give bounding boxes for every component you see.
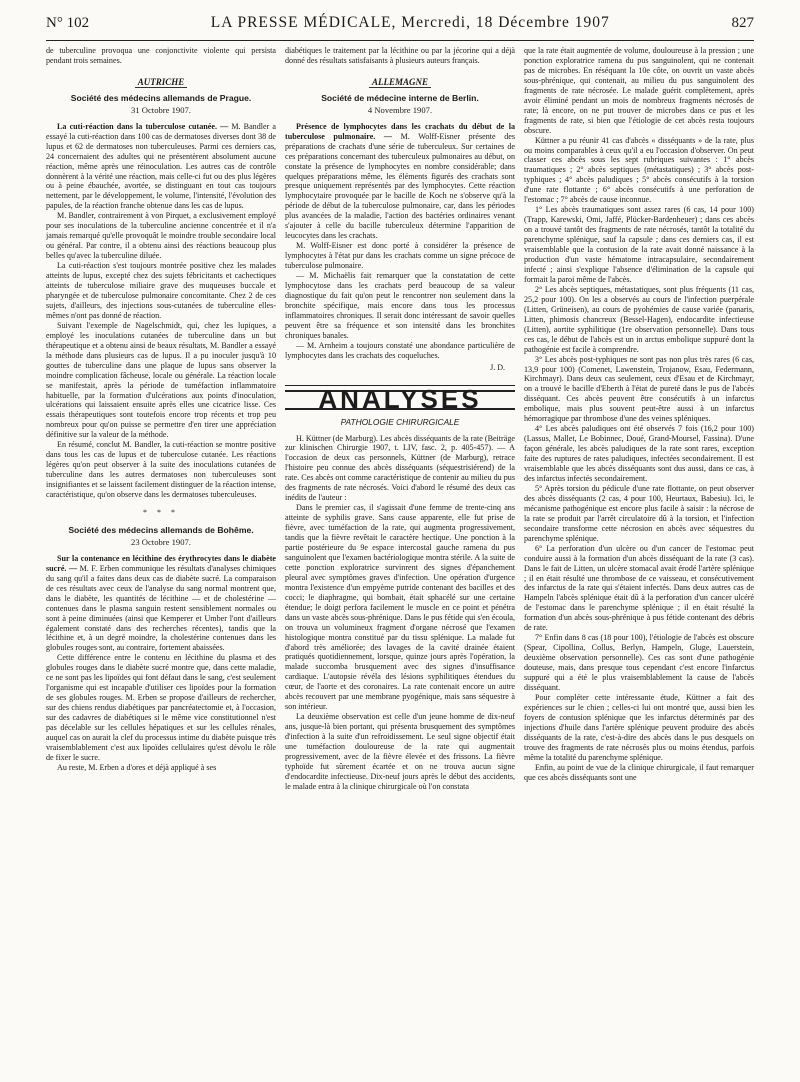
paragraph: La cuti-réaction s'est toujours montrée positive chez les malades atteints de lupus, excepté chez des sujets fébricitants et cachectiques atteints de tuberculose miliaire grave des muqueuses buccale et pharyngée et de tuberculose pulmonaire concomitante. Chez 2 de ces sujets, d'ailleurs, des injections sous-cutanées de tuberculine elles-mêmes n'ont pas donné de réaction. [46, 261, 276, 320]
paragraph: diabétiques le traitement par la lécithine ou par la jécorine qui a déjà donné des résultats satisfaisants à plusieurs auteurs français. [285, 46, 515, 65]
paragraph-title: Sur la contenance en lécithine des érythrocytes dans le diabète sucré. — [46, 553, 276, 573]
session-date: 4 Novembre 1907. [367, 104, 433, 115]
paragraph: 4° Les abcès paludiques ont été observés 7 fois (16,2 pour 100) (Lassus, Mallet, Le Bobinnec, Doué, Grand-Moursel, Fassina). D'une façon générale, les abcès paludiques de la rate sont rares, exception faite des ruptures de rates paludiques, infectées secondairement. Il est vraisemblable que les abcès disséquants sont dus aussi, dans ce cas, à des infarctus infectés secondairement. [524, 424, 754, 483]
subsection-heading: PATHOLOGIE CHIRURGICALE [340, 416, 460, 427]
separator-stars: * * * [143, 507, 179, 517]
paragraph: En résumé, conclut M. Bandler, la cuti-réaction se montre positive dans tous les cas de lupus et de tuberculose cutanée. Les réactions légères qu'on peut observer à la suite des inoculations cutanées de tuberculine dans les autres dermatoses non tuberculeuses sont insignifiantes et se laissent facilement distinguer de la réaction intense, caractéristique, qu'on observe dans les dermatoses tuberculeuses. [46, 440, 276, 500]
column-1 [46, 46, 276, 1076]
session-date: 23 Octobre 1907. [131, 536, 191, 547]
paragraph: Küttner a pu réunir 41 cas d'abcès « disséquants » de la rate, plus ou moins comparables à ceux qu'il a eu l'occasion d'observer. On peut classer ces abcès sous les sept rubriques suivantes : 1° abcès traumatiques ; 2° abcès septiques (métastatiques) ; 3° abcès post-typhiques ; 4° abcès paludiques ; 5° abcès consécutifs à la torsion d'une rate flottante ; 6° abcès consécutifs à une perforation de l'estomac ; 7° abcès de cause inconnue. [524, 135, 754, 205]
signature: J. D. [490, 362, 505, 372]
paragraph: — M. Michaëlis fait remarquer que la constatation de cette lymphocytose dans les crachats perd beaucoup de sa valeur diagnostique du fait qu'on peut le rencontrer non seulement dans la bronchite spécifique, mais encore dans tous les processus inflammatoires chroniques. Il serait donc intéressant de savoir quelles peuvent être sa fréquence et son intensité dans les bronchites chroniques banales. [285, 271, 515, 340]
paragraph-title: Présence de lymphocytes dans les crachats du début de la tuberculose pulmonaire. — [285, 121, 515, 141]
column-2 [285, 46, 515, 1076]
paragraph: M. Wolff-Eisner est donc porté à considérer la présence de lymphocytes à l'état pur dans les crachats comme un signe précoce de tuberculose pulmonaire. [285, 241, 515, 271]
journal-title: LA PRESSE MÉDICALE, Mercredi, 18 Décembre 1907 [210, 14, 610, 31]
paragraph: 5° Après torsion du pédicule d'une rate flottante, on peut observer des abcès disséquants (2 cas, 4 pour 100, Heurtaux, Babesiu). Ici, le mécanisme pathogénique est encore plus facile à saisir : la nécrose de la rate se produit par l'arrêt circulatoire dû à la torsion, et l'infection secondaire transforme cette nécrosion en abcès avec séquestres du parenchyme splénique. [524, 483, 754, 543]
paragraph: Cette différence entre le contenu en lécithine du plasma et des globules rouges dans le diabète sucré montre que, dans cette maladie, ce ne sont pas les lipoïdes qui font défaut dans le sang, c'est seulement l'organisme qui est incapable d'utiliser ces lipoïdes pour la formation de ses globules rouges. M. Erben se propose d'ailleurs de rechercher, sur des chiens rendus diabétiques par pancréatectomie et, à l'occasion, sur des cadavres de diabétiques si le même vice constitutionnel n'est pas décelable sur les cellules hépatiques et sur les cellules rénales, auquel cas on aurait la clef du processus intime du diabète puisque très vraisemblablement c'est aux lipoïdes cellulaires qu'est dévolu le rôle de fixer le sucre. [46, 653, 276, 762]
paragraph: H. Küttner (de Marburg). Les abcès disséquants de la rate (Beiträge zur klinischen Chirurgie 1907, t. LIV, fasc. 2, p. 405-457). — A l'occasion de deux cas personnels, Küttner (de Marburg), retrace l'histoire peu connue des abcès disséquants (séquestrisiérend) de la rate. Ces abcès ont comme caractéristique de contenir au milieu du pus des fragments de rate nécrosés. Voici d'abord le résumé des deux cas inédits de l'auteur : [285, 433, 515, 503]
paragraph-title: La cuti-réaction dans la tuberculose cutanée. — [57, 121, 229, 131]
session-date: 31 Octobre 1907. [131, 104, 191, 115]
paragraph: 6° La perforation d'un ulcère ou d'un cancer de l'estomac peut conduire aussi à la formation d'un abcès disséquant de la rate (3 cas). Dans le fait de Litten, un ulcère stomacal avait érodé l'artère splénique ; il en était résulté une thrombose de ce vaisseau, et consécutivement des infarctus de la rate qui s'étaient infectés. Dans deux autres cas de Hampeln l'abcès splénique était dû à la perforation d'un cancer ulcéré de l'estomac dans le parenchyme splénique ; il en était résulté la formation d'un abcès sous-phrénique à pus fétide contenant des débris de rate. [524, 543, 754, 633]
society-heading: Société de médecine interne de Berlin. [321, 92, 479, 103]
society-heading: Société des médecins allemands de Bohême. [68, 524, 254, 535]
column-3 [524, 46, 754, 1076]
paragraph: Pour compléter cette intéressante étude, Küttner a fait des expériences sur le chien ; celles-ci lui ont montré que, aussi bien les foyers de contusion splénique que les infarctus déterminés par des injections d'huile dans l'artère splénique peuvent produire des abcès disséquants de la rate, c'est-à-dire des abcès dans le pus desquels on trouve des fragments de rate nécrosés plus ou moins étendus, parfois même la totalité du parenchyme splénique. [524, 692, 754, 762]
analyses-heading: ANALYSES [285, 390, 515, 410]
paragraph: La deuxième observation est celle d'un jeune homme de dix-neuf ans, jusque-là bien portant, qui présenta brusquement des symptômes d'infection à la suite d'un refroidissement. Le seul signe objectif était une tuméfaction douloureuse de la rate qui augmentait progressivement, avec de la fièvre élevée et des frissons. La fièvre typhoïde fut sûrement écartée et on ne trouva aucun signe d'endocardite infectieuse. Dix-neuf jours après le début des accidents, le malade entra à la clinique chirurgicale où l'on constata [285, 712, 515, 791]
issue-number: N° 102 [46, 15, 90, 31]
paragraph: 3° Les abcès post-typhiques ne sont pas non plus très rares (6 cas, 13,9 pour 100) (Comenet, Lawenstein, Trojanow, Esau, Federmann, Kirchmayr). Dans deux cas seulement, ceux d'Esau et de Kirchmayr, on a trouvé le bacille d'Eberth à l'état de pureté dans le pus de l'abcès disséquant. Ces abcès peuvent être consécutifs à un infarctus embolique, mais plus souvent peut-être aussi à un infarctus hémorragique par thrombose d'une des veines spléniques. [524, 354, 754, 424]
paragraph: La cuti-réaction dans la tuberculose cutanée. — M. Bandler a essayé la cuti-réaction dans 100 cas de dermatoses diverses dont 38 de lupus et 62 de dermatoses non tuberculeuses. Parmi ces derniers cas, 24 concernaient des adultes qui ne présentèrent absolument aucune réaction, même après une réinoculation. Les autres cas de contrôle donnèrent à la vérité une réaction, mais celle-ci fut ou des plus légères ou à peine ébauchée, avortée, se distinguant en tout cas toujours nettement, par le développement, le volume, l'intensité, l'évolution des papules, de la réaction franche obtenue dans les cas de lupus. [46, 121, 276, 211]
paragraph: Présence de lymphocytes dans les crachats du début de la tuberculose pulmonaire. — M. Wolff-Eisner présente des préparations de crachats d'une série de tuberculeux. Sur certaines de ces préparations concernant des tuberculeux pulmonaires au début, on constate la présence de lymphocytes en nombre considérable; dans quelques préparations même, les éléments figurés des crachats sont presque uniquement représentés par des lymphocytes. Cette réaction lymphocytaire provoquée par le bacille de Koch ne s'observe qu'à la période de début de la tuberculose pulmonaire, car, dans les périodes plus avancées de la maladie, l'action des bactéries ordinaires venant s'ajouter à celle du bacille tuberculeux détermine l'apparition de leucocytes dans les crachats. [285, 121, 515, 241]
society-heading: Société des médecins allemands de Prague. [70, 92, 252, 103]
paragraph: Au reste, M. Erben a d'ores et déjà appliqué à ses [57, 762, 217, 772]
section-heading-allemagne: ALLEMAGNE [285, 78, 515, 88]
paragraph: 1° Les abcès traumatiques sont assez rares (6 cas, 14 pour 100) (Trapp, Karewski, Omi, Jaffé, Plücker-Bardenheuer) ; dans ces abcès on a trouvé tantôt des fragments de rate nécrosés, tantôt la totalité du parenchyme splénique, sauf la capsule ; dans ces derniers cas, il est vraisemblable que la contusion de la rate avait donné naissance à la production d'un vaste hématome intracapsulaire, secondairement infecté ; ainsi s'explique l'absence d'élimination de la capsule qui formait la paroi même de l'abcès. [524, 205, 754, 284]
paragraph: Suivant l'exemple de Nagelschmidt, qui, chez les lupiques, a employé les inoculations cutanées de tuberculine dans un but thérapeutique et a obtenu ainsi de beaux résultats, M. Bandler a essayé la méthode dans plusieurs cas de lupus. Il a pu inoculer jusqu'à 10 gouttes de tuberculine dans une plaque de lupus sans observer la moindre complication fâcheuse, locale ou générale. La réaction locale se manifestait, après la période de tuméfaction inflammatoire habituelle, par la formation d'ulcérations aux points d'inoculation, ulcérations qui laissaient ensuite après elles une cicatrice lisse. Ces essais thérapeutiques sont toutefois encore trop récents et trop peu nombreux pour qu'on puisse se permettre d'en tirer une appréciation définitive sur la valeur de la méthode. [46, 320, 276, 440]
page-number: 827 [731, 15, 754, 31]
paragraph: 2° Les abcès septiques, métastatiques, sont plus fréquents (11 cas, 25,2 pour 100). On les a observés au cours de l'infection puerpérale (Litten, Grüneisen), au cours de pyohémies de cause variée (panaris, Litten, phimosis chancreux (Bessel-Hagen), endocardite infectieuse (Litten), aortite syphilitique (1re observation personnelle). Dans tous ces cas, le début de l'abcès est un in arctus embolique suppuré dont la pathogénie est facile à comprendre. [524, 284, 754, 354]
paragraph: — M. Arnheim a toujours constaté une abondance particulière de lymphocytes dans les crachats des coqueluches. [285, 340, 515, 360]
paragraph: M. Bandler, contrairement à von Pirquet, a exclusivement employé pour ses inoculations de la tuberculine ancienne concentrée et il n'a jamais remarqué qu'elle provoquât le moindre trouble secondaire local ou général. Par contre, il a obtenu ainsi des réactions beaucoup plus belles qu'avec la tuberculine diluée. [46, 211, 276, 261]
section-heading-autriche: AUTRICHE [46, 78, 276, 88]
paragraph: de tuberculine provoqua une conjonctivite violente qui persista pendant trois semaines. [46, 46, 276, 65]
paragraph: 7° Enfin dans 8 cas (18 pour 100), l'étiologie de l'abcès est obscure (Spear, Cipollina, Collus, Berlyn, Hampeln, Gluge, Lauerstein, deuxième observation personnelle). Ces cas sont d'une pathogénie douteuse, mais, dans presque tous cependant c'est encore l'infarctus suppuré qui a été le plus vraisemblablement la cause de l'abcès disséquant. [524, 633, 754, 692]
article-columns [46, 46, 754, 1076]
paragraph: que la rate était augmentée de volume, douloureuse à la pression ; une ponction exploratrice ramena du pus sanguinolent, qui ne contenait pas de microbes. En réséquant la 10e côte, on ouvrit un vaste abcès sous-phrénique, qui contenait, au milieu du pus sanguinolent des fragments de rate nécrosée. Le malade guérit complètement, après avoir éliminé pendant un mois de nombreux fragments nécrosés de rate; là encore, on ne put trouver de microbes dans ce pus et les fragments de rate, si bien que l'étiologie de cet abcès resta toujours obscure. [524, 46, 754, 135]
paragraph: Dans le premier cas, il s'agissait d'une femme de trente-cinq ans atteinte de syphilis grave. Sans cause apparente, elle fut prise de fièvre, avec tuméfaction de la rate, qui augmenta progressivement, tandis que la fièvre revêtait le caractère hectique. Une ponction à la partie postérieure du 9e espace intercostal gauche ramena du pus sanguinolent que l'examen bactériologique montra stérile. A la suite de cette ponction exploratrice survinrent des signes d'épanchement pleural avec symptômes graves d'infection. Une opération d'urgence montra l'existence d'un empyème putride contenant des bacilles et des cocci; le diaphragme, qui bombait, était sphacélé sur une certaine étendue; le doigt perfora facilement le muscle en ce point et pénétra dans un vaste abcès sous-phrénique. Dans le pus fétide qui s'en écoula, on trouva un volumineux fragment d'organe nécrosé que l'examen histologique montra constitué par du tissu splénique. La malade fut d'abord très améliorée; des lavages de la cavité drainée étaient pratiqués quotidiennement, lorsque, quinze jours après l'opération, la malade succomba brusquement avec des signes d'insuffisance cardiaque. L'autopsie révéla des lésions syphilitiques étendues du cœur, de l'aorte et des coronaires. La rate contenait encore un autre abcès recouvert par une membrane pyogénique, mais sans séquestre à son intérieur. [285, 503, 515, 712]
paragraph: Sur la contenance en lécithine des érythrocytes dans le diabète sucré. — M. F. Erben communique les résultats d'analyses chimiques du sang qu'il a faites dans deux cas de diabète sucré. La comparaison de ces résultats avec ceux de l'analyse du sang normal montrent que, dans le diabète, les quantités de lécithine — et de cholestérine — contenues dans le plasma sanguin restent sensiblement normales ou sont à peine diminuées (ainsi que Kemperer et Umber l'ont d'ailleurs également constaté dans des recherches récentes), tandis que la lécithine et, à un degré moindre, la cholestérine contenues dans les globules rouges sont, au contraire, fortement abaissées. [46, 553, 276, 653]
paragraph: Enfin, au point de vue de la clinique chirurgicale, il faut remarquer que ces abcès disséquants sont une [524, 762, 754, 782]
page-header [46, 14, 754, 41]
